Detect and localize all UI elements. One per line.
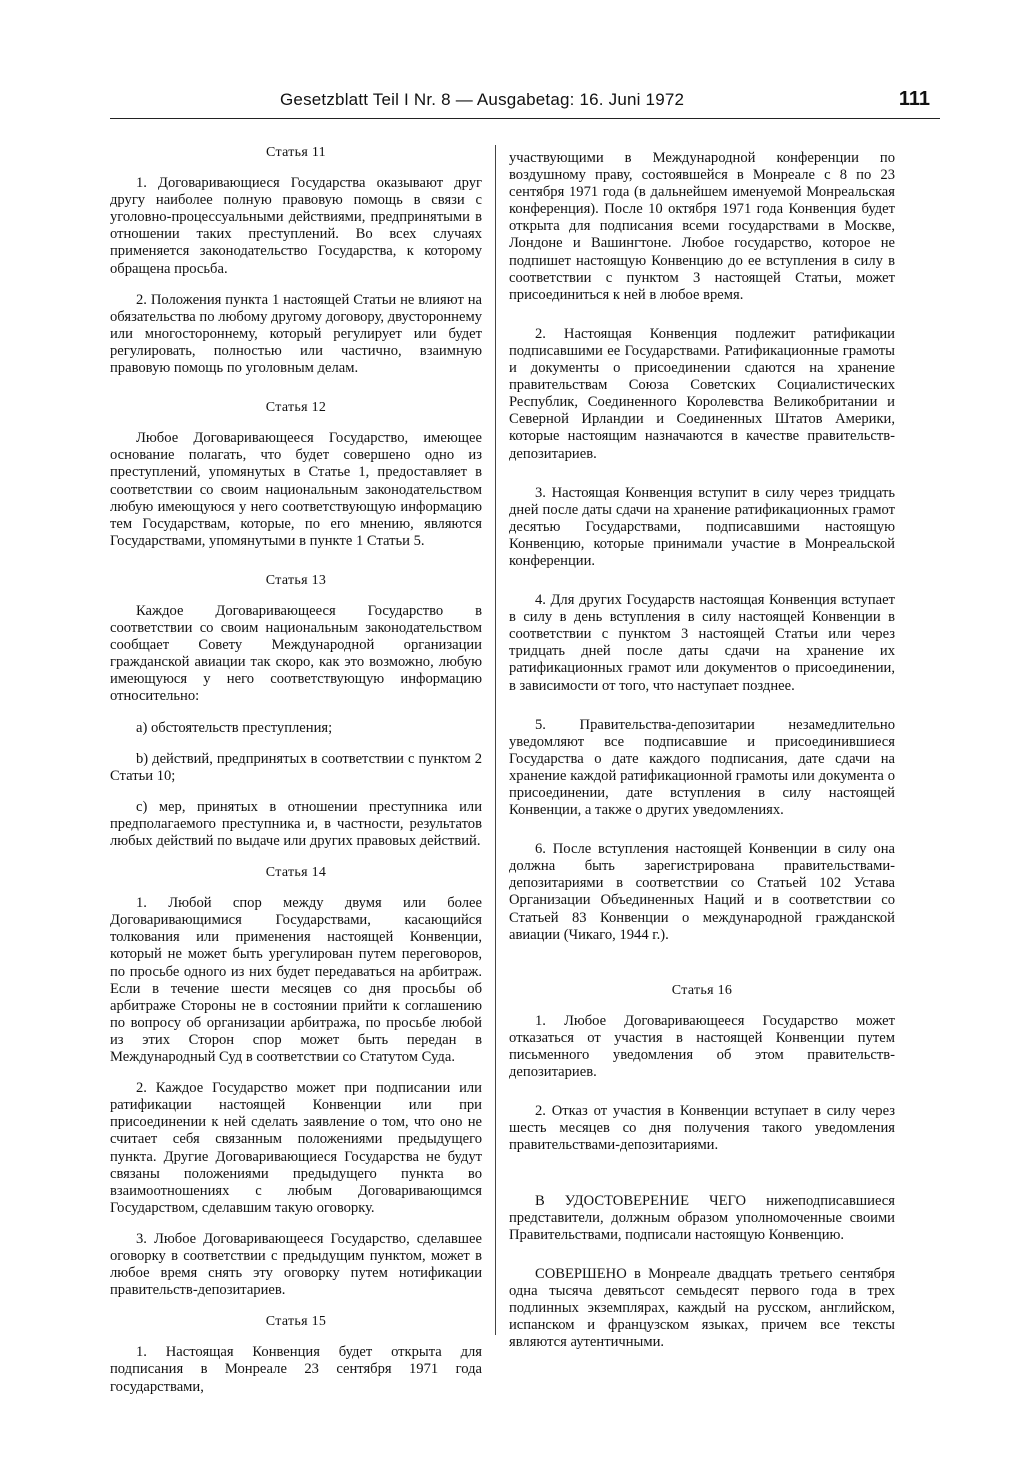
column-divider bbox=[495, 145, 496, 1335]
article-13-heading: Статья 13 bbox=[265, 572, 327, 588]
article-12-paragraph-1: Любое Договаривающееся Государство, имеющее основание полагать, что будет совершено одно из преступлений, упомянутых в Статье 1, предоставляет в соответствии со своим национальным законодательством любую имеющуюся у него соответствующую информацию тем Государствам, которые, по его мнению, являются Государствами, упомянутыми в пункте 1 Статьи 5. bbox=[110, 430, 482, 549]
article-16-paragraph-2: 2. Отказ от участия в Конвенции вступает в силу через шесть месяцев со дня получения такого уведомления правительствами-депозитариями. bbox=[509, 1103, 895, 1154]
article-14-paragraph-1: 1. Любой спор между двумя или более Договаривающимися Государствами, касающийся толкования или применения настоящей Конвенции, который не может быть урегулирован путем переговоров, по просьбе одного из них будет передаваться на арбитраж. Если в течение шести месяцев со дня просьбы об арбитраже Стороны не в состоянии прийти к соглашению по вопросу об организации арбитража, по просьбе любой из этих Сторон спор может быть передан в Международный Суд в соответствии со Статутом Суда. bbox=[110, 895, 482, 1066]
article-15-paragraph-1-continued: участвующими в Международной конференции по воздушному праву, состоявшейся в Монреале с 8 по 23 сентября 1971 года (в дальнейшем именуемой Монреальская конференция). После 10 октября 1971 года Конвенция будет открыта для подписания всеми государствами в Москве, Лондоне и Вашингтоне. Любое государство, которое не подпишет настоящую Конвенцию до ее вступления в силу в соответствии с пунктом 3 настоящей Статьи, может присоединиться к ней в любое время. bbox=[509, 150, 895, 303]
right-column bbox=[509, 150, 895, 1365]
article-15-paragraph-3: 3. Настоящая Конвенция вступит в силу через тридцать дней после даты сдачи на хранение ратификационных грамот десятью Государствами, подписавшими настоящую Конвенцию, которые принимали участие в Монреальской конференции. bbox=[509, 484, 895, 569]
article-12-heading: Статья 12 bbox=[265, 400, 327, 416]
witness-clause: В УДОСТОВЕРЕНИЕ ЧЕГО нижеподписавшиеся представители, должным образом уполномоченные своими Правительствами, подписали настоящую Конвенцию. bbox=[509, 1192, 895, 1243]
article-15-paragraph-1-start: 1. Настоящая Конвенция будет открыта для подписания в Монреале 23 сентября 1971 года государствами, bbox=[110, 1344, 482, 1395]
done-clause: СОВЕРШЕНО в Монреале двадцать третьего сентября одна тысяча девятьсот семьдесят первого года в трех подлинных экземплярах, каждый на русском, английском, испанском и французском языках, причем все тексты являются аутентичными. bbox=[509, 1265, 895, 1351]
page-number: 111 bbox=[898, 88, 930, 110]
article-14-heading: Статья 14 bbox=[265, 865, 327, 881]
article-13-item-b: b) действий, предпринятых в соответствии с пунктом 2 Статьи 10; bbox=[110, 750, 482, 784]
article-11-heading: Статья 11 bbox=[266, 145, 326, 160]
header-rule bbox=[110, 118, 940, 119]
page-header bbox=[110, 90, 1018, 120]
article-13-paragraph-1: Каждое Договаривающееся Государство в соответствии со своим национальным законодательством сообщает Совету Международной организации гражданской авиации так скоро, как это возможно, любую имеющуюся у него соответствующую информацию относительно: bbox=[110, 602, 482, 705]
article-14-paragraph-2: 2. Каждое Государство может при подписании или ратификации настоящей Конвенции или при присоединении к ней сделать заявление о том, что оно не считает себя связанным положениями предыдущего пункта. Другие Договаривающиеся Государства не будут связаны положениями предыдущего пункта во взаимоотношениях с любым Договаривающимся Государством, сделавшим такую оговорку. bbox=[110, 1080, 482, 1216]
article-15-paragraph-5: 5. Правительства-депозитарии незамедлительно уведомляют все подписавшие и присоединившиеся Государства о дате каждого подписания, дате сдачи на хранение каждой ратификационной грамоты или документа о присоединении, дате вступления в силу настоящей Конвенции, а также о других уведомлениях. bbox=[509, 716, 895, 819]
article-15-heading: Статья 15 bbox=[265, 1314, 327, 1330]
left-column bbox=[110, 144, 482, 1410]
article-16-heading: Статья 16 bbox=[671, 982, 733, 998]
article-13-item-a: а) обстоятельств преступления; bbox=[136, 719, 333, 736]
article-15-paragraph-2: 2. Настоящая Конвенция подлежит ратификации подписавшими ее Государствами. Ратификационные грамоты и документы о присоединении сдаются на хранение правительствам Союза Советских Социалистических Республик, Соединенного Королевства Великобритании и Северной Ирландии и Соединенных Штатов Америки, которые настоящим назначаются в качестве правительств-депозитариев. bbox=[509, 325, 895, 462]
article-15-paragraph-4: 4. Для других Государств настоящая Конвенция вступает в силу в день вступления в силу настоящей Конвенции в соответствии с пунктом 3 настоящей Статьи или через тридцать дней после даты сдачи на хранение их ратификационных грамот или документов о присоединении, в зависимости от того, что наступает позднее. bbox=[509, 592, 895, 694]
article-16-paragraph-1: 1. Любое Договаривающееся Государство может отказаться от участия в настоящей Конвенции путем письменного уведомления об этом правительств-депозитариев. bbox=[509, 1012, 895, 1081]
article-13-item-c: c) мер, принятых в отношении преступника или предполагаемого преступника и, в частности, результатов любых действий по выдаче или других правовых действий. bbox=[110, 798, 482, 849]
article-11-paragraph-1: 1. Договаривающиеся Государства оказывают друг другу наиболее полную правовую помощь в связи с уголовно-процессуальными действиями, предпринятыми в отношении таких преступлений. Во всех случаях применяется законодательство Государства, к которому обращена просьба. bbox=[110, 175, 482, 277]
header-title: Gesetzblatt Teil I Nr. 8 — Ausgabetag: 16. Juni 1972 bbox=[280, 90, 685, 109]
article-14-paragraph-3: 3. Любое Договаривающееся Государство, сделавшее оговорку в соответствии с предыдущим пунктом, может в любое время снять эту оговорку путем нотификации правительств-депозитариев. bbox=[110, 1230, 482, 1299]
article-15-paragraph-6: 6. После вступления настоящей Конвенции в силу она должна быть зарегистрирована правительствами-депозитариями в соответствии со Статьей 102 Устава Организации Объединенных Наций и в соответствии со Статьей 83 Конвенции о международной гражданской авиации (Чикаго, 1944 г.). bbox=[509, 841, 895, 943]
article-11-paragraph-2: 2. Положения пункта 1 настоящей Статьи не влияют на обязательства по любому другому договору, двустороннему или многостороннему, который регулирует или будет регулировать, полностью или частично, взаимную правовую помощь по уголовным делам. bbox=[110, 291, 482, 377]
